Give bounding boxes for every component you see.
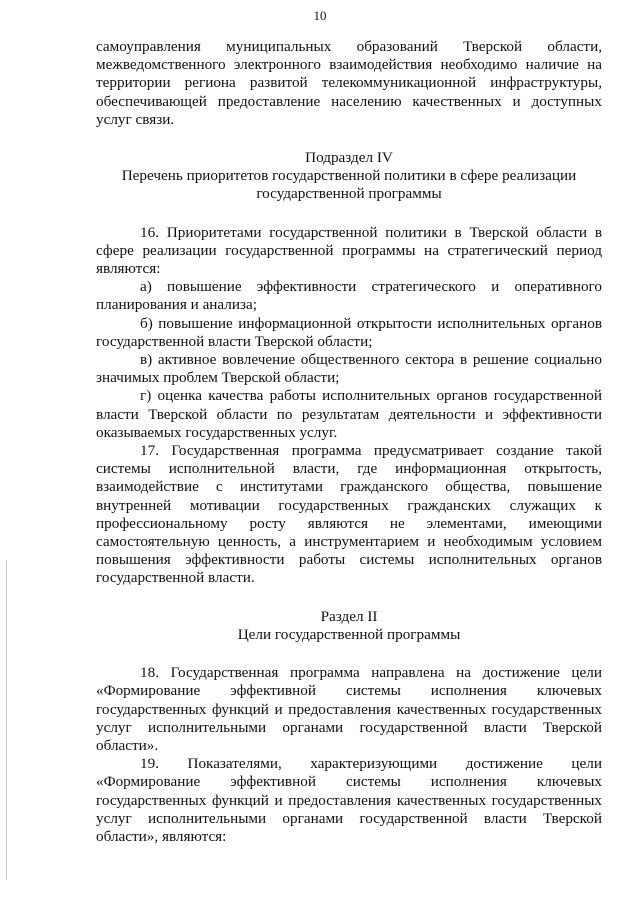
paragraph-16-item-g: г) оценка качества работы исполнительных органов государственной власти Тверской области по результатам деятельности и эффективности оказываемых государственных услуг.: [96, 387, 602, 441]
continuation-paragraph: самоуправления муниципальных образований Тверской области, межведомственного электронного взаимодействия необходимо наличие на территории региона развитой телекоммуникационной инфраструктуры, обеспечивающей предоставление населению качественных и доступных услуг связи.: [96, 38, 602, 128]
paragraph-16-item-v: в) активное вовлечение общественного сектора в решение социально значимых проблем Тверской области;: [96, 351, 602, 387]
section-title: Цели государственной программы: [237, 625, 461, 643]
subsection-title-line-1: Перечень приоритетов государственной политики в сфере реализации: [121, 167, 577, 185]
scan-edge-line: [6, 560, 7, 880]
paragraph-17: 17. Государственная программа предусматривает создание такой системы исполнительной власти, где информационная открытость, взаимодействие с институтами гражданского общества, повышение внутренней мотивации государственных гражданских служащих к профессиональному росту являются не элементами, имеющими самостоятельную ценность, а инструментарием и необходимым условием повышения эффективности работы системы исполнительных органов государственной власти.: [96, 442, 602, 587]
paragraph-18: 18. Государственная программа направлена на достижение цели «Формирование эффективной системы исполнения ключевых государственных функций и предоставления качественных государственных услуг исполнительными органами государственной власти Тверской области».: [96, 664, 602, 754]
document-body: [96, 38, 602, 846]
spacer: [96, 588, 602, 608]
paragraph-16: 16. Приоритетами государственной политики в Тверской области в сфере реализации государственной программы на стратегический период являются:: [96, 223, 602, 278]
paragraph-16-item-b: б) повышение информационной открытости исполнительных органов государственной власти Тверской области;: [96, 314, 602, 350]
paragraph-16-item-a: а) повышение эффективности стратегического и оперативного планирования и анализа;: [96, 278, 602, 314]
spacer: [96, 204, 602, 224]
spacer: [96, 644, 602, 664]
subsection-label: Подраздел IV: [305, 149, 393, 167]
section-label: Раздел II: [320, 607, 378, 625]
page-number: 10: [313, 8, 327, 23]
paragraph-19: 19. Показателями, характеризующими достижение цели «Формирование эффективной системы исполнения ключевых государственных функций и предоставления качественных государственных услуг исполнительными органами государственной власти Тверской области», являются:: [96, 755, 602, 845]
spacer: [96, 129, 602, 149]
subsection-title-line-2: государственной программы: [256, 185, 442, 203]
